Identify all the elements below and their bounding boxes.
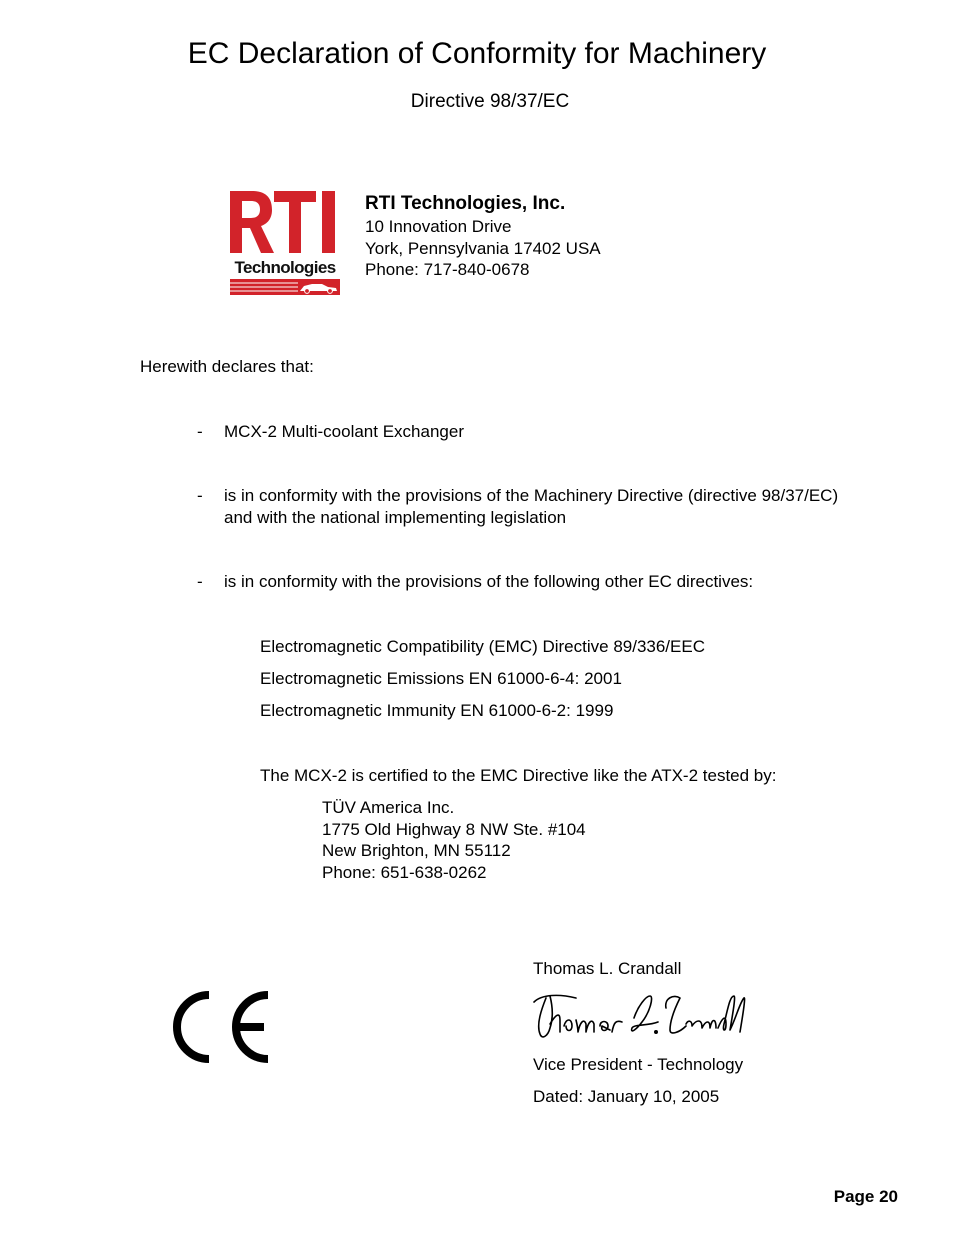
lab-name: TÜV America Inc. <box>322 798 455 817</box>
lab-address-line-2: New Brighton, MN 55112 <box>322 841 511 861</box>
signature-date: Dated: January 10, 2005 <box>533 1087 720 1106</box>
company-address-line-1: 10 Innovation Drive <box>365 217 512 236</box>
directive-emissions: Electromagnetic Emissions EN 61000-6-4: 2001 <box>260 669 622 688</box>
bullet-machinery-line-2: and with the national implementing legislation <box>224 508 567 527</box>
page-title: EC Declaration of Conformity for Machinery <box>187 37 767 70</box>
bullet-marker: - <box>197 422 203 441</box>
company-info <box>365 191 601 281</box>
svg-text:Technologies: Technologies <box>234 258 336 277</box>
company-address-line-2: York, Pennsylvania 17402 USA <box>365 238 601 258</box>
signature-image <box>530 988 750 1044</box>
bullet-marker: - <box>197 572 203 591</box>
ce-mark-icon <box>172 990 272 1064</box>
bullet-marker: - <box>197 486 203 505</box>
testing-lab-address <box>322 797 586 883</box>
bullet-product: MCX-2 Multi-coolant Exchanger <box>224 422 464 441</box>
directive-immunity: Electromagnetic Immunity EN 61000-6-2: 1999 <box>260 701 614 720</box>
company-phone: Phone: 717-840-0678 <box>365 260 530 279</box>
page-number: Page 20 <box>833 1187 898 1206</box>
lab-address-line-1: 1775 Old Highway 8 NW Ste. #104 <box>322 819 586 839</box>
bullet-other-directives: is in conformity with the provisions of the following other EC directives: <box>224 572 754 591</box>
signatory-name: Thomas L. Crandall <box>533 959 682 978</box>
bullet-machinery-line-1: is in conformity with the provisions of the Machinery Directive (directive 98/37/EC) <box>224 486 839 505</box>
lab-phone: Phone: 651-638-0262 <box>322 862 487 882</box>
directive-subtitle: Directive 98/37/EC <box>410 91 570 112</box>
declaration-intro: Herewith declares that: <box>140 357 314 376</box>
certified-statement: The MCX-2 is certified to the EMC Directive like the ATX-2 tested by: <box>260 766 777 785</box>
rti-technologies-logo-icon <box>228 187 342 297</box>
company-name: RTI Technologies, Inc. <box>365 193 566 214</box>
directive-emc: Electromagnetic Compatibility (EMC) Directive 89/336/EEC <box>260 637 705 656</box>
signatory-title: Vice President - Technology <box>533 1055 744 1074</box>
